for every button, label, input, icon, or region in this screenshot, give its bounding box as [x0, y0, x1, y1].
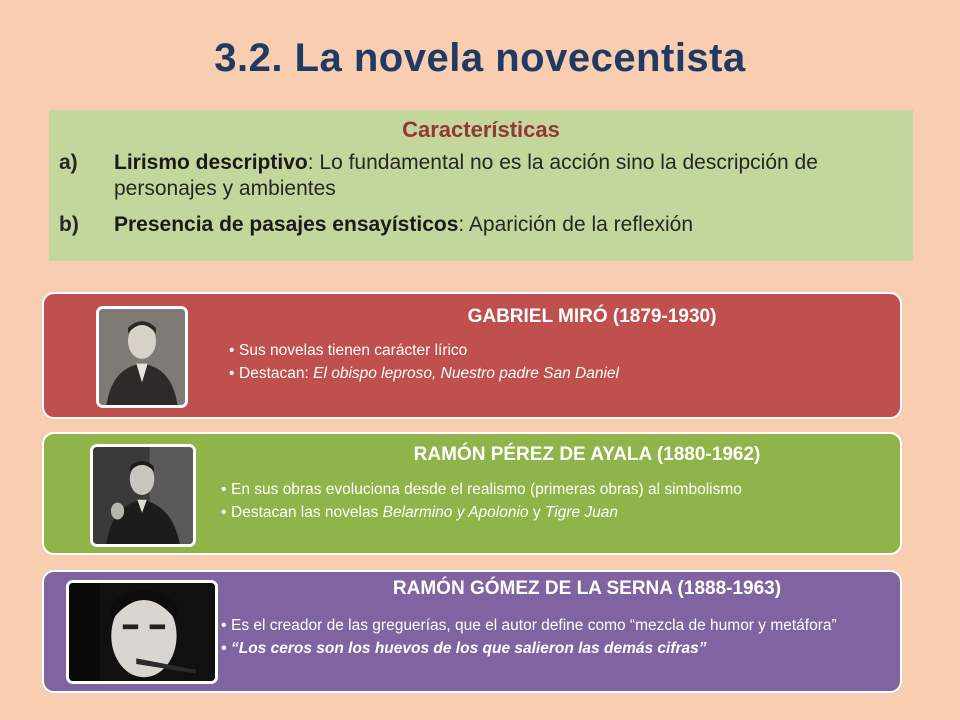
author-name: RAMÓN GÓMEZ DE LA SERNA (1888-1963) [392, 578, 782, 599]
characteristics-box [49, 110, 913, 261]
bullet-item: • En sus obras evoluciona desde el realismo (primeras obras) al simbolismo [221, 480, 881, 499]
characteristics-heading: Características [402, 117, 560, 142]
author-card-ramon-perez-de-ayala [42, 432, 902, 555]
author-bullets [221, 480, 881, 526]
portrait-ramon-gomez-de-la-serna-icon [66, 580, 218, 684]
item-term: Lirismo descriptivo [114, 151, 308, 174]
bullet-item: • Es el creador de las greguerías, que el autor define como “mezcla de humor y metáfora” [221, 616, 881, 635]
author-bullets [229, 341, 879, 387]
author-bullets [221, 616, 881, 662]
item-marker: b) [59, 213, 79, 236]
characteristic-item-a: a) Lirismo descriptivo: Lo fundamental no es la acción sino la descripción de personajes y ambientes [59, 151, 818, 200]
quote-item: • “Los ceros son los huevos de los que salieron las demás cifras” [221, 639, 881, 658]
item-marker: a) [59, 151, 78, 174]
slide-title: 3.2. La novela novecentista [214, 36, 746, 80]
author-card-gabriel-miro [42, 292, 902, 419]
item-term: Presencia de pasajes ensayísticos [114, 213, 459, 236]
author-card-ramon-gomez-de-la-serna [42, 570, 902, 693]
item-text: Lo fundamental no es la acción sino la descripción de personajes y ambientes [114, 151, 818, 200]
author-name: RAMÓN PÉREZ DE AYALA (1880-1962) [413, 444, 761, 465]
item-text: Aparición de la reflexión [468, 213, 694, 236]
bullet-item: • Destacan las novelas Belarmino y Apolonio y Tigre Juan [221, 503, 881, 522]
portrait-gabriel-miro-icon [96, 306, 188, 408]
characteristic-item-b: b) Presencia de pasajes ensayísticos: Aparición de la reflexión [59, 213, 694, 236]
bullet-item: • Sus novelas tienen carácter lírico [229, 341, 879, 360]
author-name: GABRIEL MIRÓ (1879-1930) [467, 306, 717, 327]
bullet-item: • Destacan: El obispo leproso, Nuestro padre San Daniel [229, 364, 879, 383]
portrait-ramon-perez-de-ayala-icon [90, 444, 196, 547]
